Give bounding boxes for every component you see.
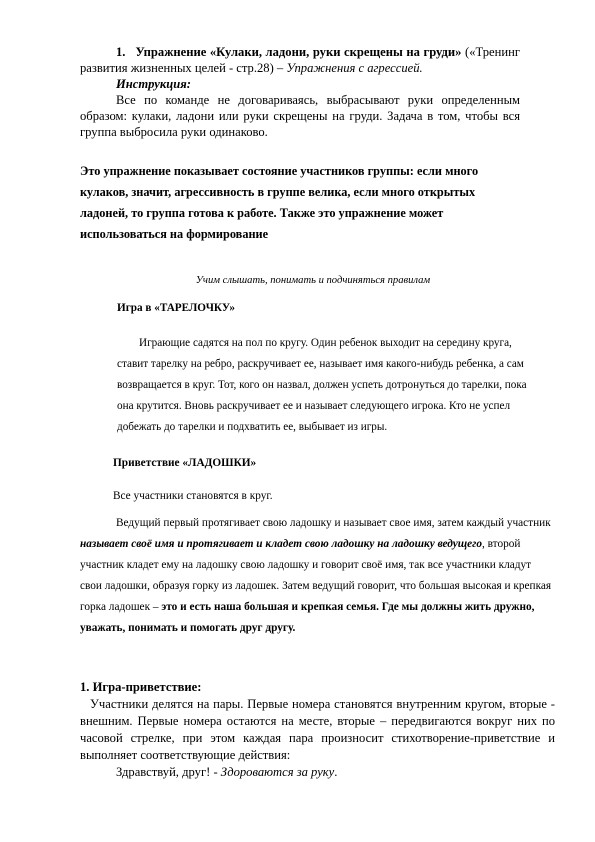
palms-text-conclusion: это и есть наша большая и крепкая семья. Где мы должны жить дружно, уважать, понимать и помогать друг другу. [80,601,535,634]
palms-text-part1: Ведущий первый протягивает свою ладошку и называет свое имя, затем каждый участник [116,517,551,529]
rules-subtitle: Учим слышать, понимать и подчиняться правилам [195,275,431,286]
exercise-title: Упражнение «Кулаки, ладони, руки скрещены на груди» [135,45,462,59]
greeting-game-title: 1. Игра-приветствие: [80,680,202,694]
exercise-explanation [80,161,520,245]
palms-greeting-title: Приветствие «ЛАДОШКИ» [113,457,257,469]
plate-game-title: Игра в «ТАРЕЛОЧКУ» [117,302,235,314]
greeting-game-text: Участники делятся на пары. Первые номера становятся внутренним кругом, вторые - внешним. Первые номера остаются на месте, вторые – передвигаются вокруг них по часовой стрелке, при этом каждая пара произносит стихотворение-приветствие и выполняет соответствующие действия: [80,697,555,762]
exercise-category: Упражнения с агрессией. [286,61,423,75]
verse-line-action: Здороваются за руку [220,765,335,779]
plate-game-text: Играющие садятся на пол по кругу. Один ребенок выходит на середину круга, ставит тарелку на ребро, раскручивает ее, называет имя какого-нибудь ребенка, а сам возвращается в круг. Тот, кого он назвал, должен успеть дотронуться до тарелки, пока она крутится. Вновь раскручивает ее и называет следующего игрока. Кто не успел добежать до тарелки и подхватить ее, выбывает из игры. [117,337,527,433]
palms-greeting-description [80,513,555,639]
verse-line-end: . [334,765,338,779]
exercise-heading [80,44,520,76]
exercise-source: («Тренинг развития жизненных целей - стр.28) – [80,45,520,75]
palms-greeting-section [113,457,543,502]
verse-line-text: Здравствуй, друг! - [116,765,221,779]
palms-greeting-intro: Все участники становятся в круг. [113,490,273,502]
explanation-text: Это упражнение показывает состояние участников группы: если много кулаков, значит, агрессивность в группе велика, если много открытых ладоней, то группа готова к работе. Также это упражнение может использоваться на формирование [80,164,479,241]
plate-game-section [117,302,537,438]
greeting-game-section [80,679,555,781]
exercise-section [80,44,520,140]
instruction-text: Все по команде не договариваясь, выбрасывают руки определенным образом: кулаки, ладони или руки скрещены на груди. Задача в том, чтобы вся группа выбросила руки одинаково. [80,93,520,139]
greeting-verse-line [80,764,555,781]
instruction-label: Инструкция: [116,77,191,91]
palms-text-part3: , второй участник кладет ему на ладошку свою ладошку и говорит своё имя, так все участники кладут свои ладошки, образуя горку из ладошек. Затем ведущий говорит, что большая высокая и крепкая горка ладошек – [80,538,552,613]
palms-greeting-text [80,513,555,639]
palms-text-emphasis: называет своё имя и протягивает и кладет свою ладошку на ладошку ведущего [80,538,482,550]
exercise-number: 1. [116,45,126,59]
